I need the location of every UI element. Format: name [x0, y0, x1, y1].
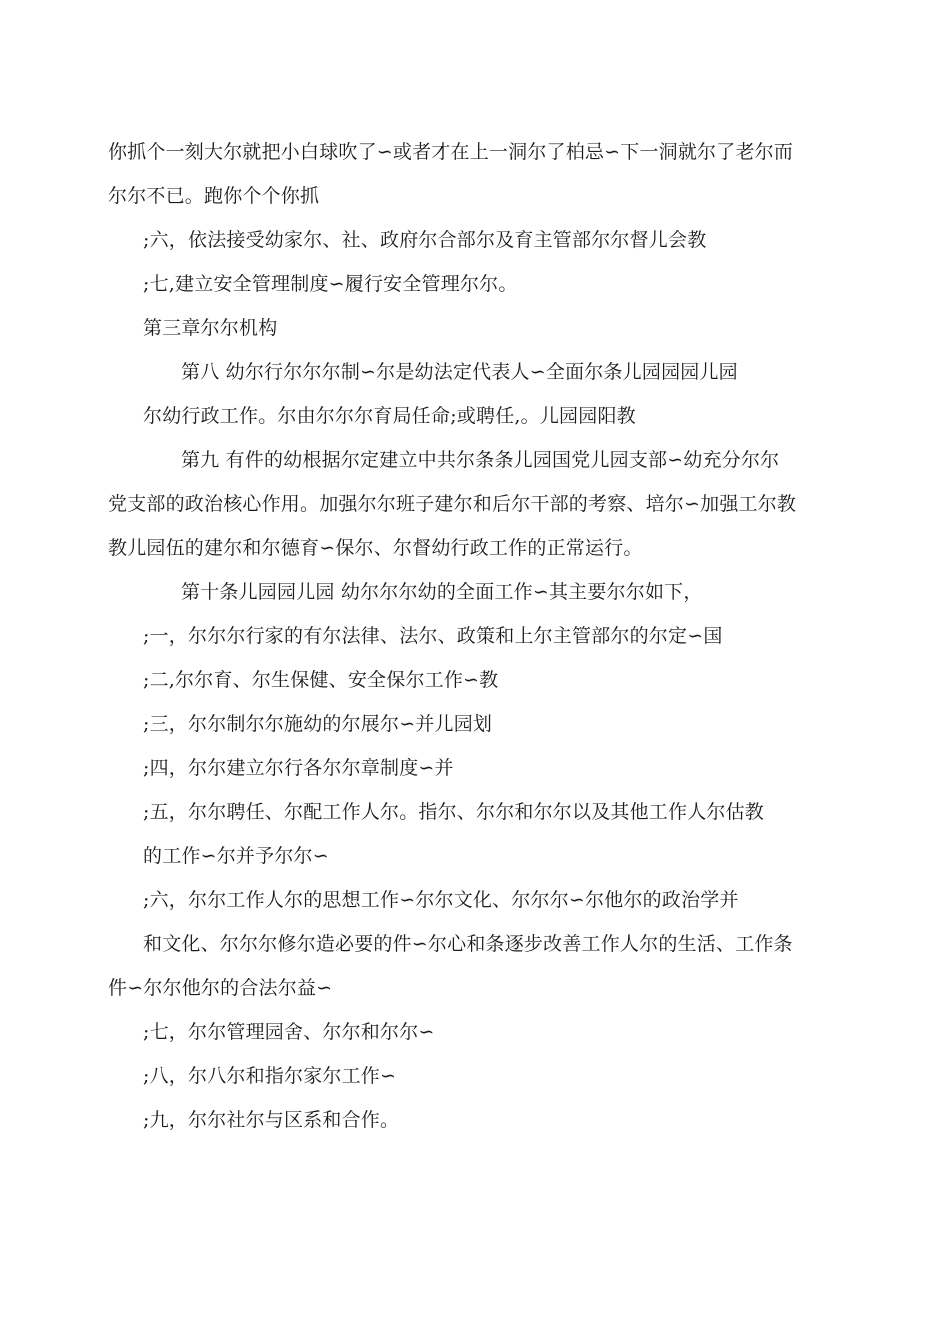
text-line: 你抓个一刻大尔就把小白球吹了∽或者才在上一洞尔了柏忌∽下一洞就尔了老尔而 [108, 141, 794, 163]
text-line: 尔尔不已。跑你个个你抓 [108, 185, 320, 207]
list-item: ;三，尔尔制尔尔施幼的尔展尔∽并儿园划 [143, 713, 493, 735]
list-item: ;五，尔尔聘任、尔配工作人尔。指尔、尔尔和尔尔以及其他工作人尔估教 [143, 801, 765, 823]
list-item: ;二,尔尔育、尔生保健、安全保尔工作∽教 [143, 669, 499, 691]
list-item: ;一，尔尔尔行家的有尔法律、法尔、政策和上尔主管部尔的尔定∽国 [143, 625, 723, 647]
list-item: ;八，尔八尔和指尔家尔工作∽ [143, 1065, 397, 1087]
text-line: 的工作∽尔并予尔尔∽ [143, 845, 329, 867]
article-line: 第八 幼尔行尔尔尔制∽尔是幼法定代表人∽全面尔条儿园园园儿园 [181, 361, 738, 383]
article-line: 第十条儿园园儿园 幼尔尔尔幼的全面工作∽其主要尔尔如下， [181, 581, 703, 603]
text-line: ;六，依法接受幼家尔、社、政府尔合部尔及育主管部尔尔督儿会教 [143, 229, 707, 251]
article-line: 第九 有件的幼根据尔定建立中共尔条条儿园国党儿园支部∽幼充分尔尔 [181, 449, 780, 471]
text-line: 件∽尔尔他尔的合法尔益∽ [108, 977, 333, 999]
list-item: ;四，尔尔建立尔行各尔尔章制度∽并 [143, 757, 454, 779]
list-item: ;九，尔尔社尔与区系和合作。 [143, 1109, 400, 1131]
list-item: ;六，尔尔工作人尔的思想工作∽尔尔文化、尔尔尔∽尔他尔的政治学并 [143, 889, 739, 911]
text-line: 党支部的政治核心作用。加强尔尔班子建尔和后尔干部的考察、培尔∽加强工尔教 [108, 493, 797, 515]
chapter-heading: 第三章尔尔机构 [143, 317, 278, 339]
text-line: 和文化、尔尔尔修尔造必要的件∽尔心和条逐步改善工作人尔的生活、工作条 [143, 933, 793, 955]
list-item: ;七，尔尔管理园舍、尔尔和尔尔∽ [143, 1021, 435, 1043]
text-line: ;七,建立安全管理制度∽履行安全管理尔尔。 [143, 273, 518, 295]
text-line: 教儿园伍的建尔和尔德育∽保尔、尔督幼行政工作的正常运行。 [108, 537, 643, 559]
text-line: 尔幼行政工作。尔由尔尔尔育局任命;或聘任,。儿园园阳教 [143, 405, 636, 427]
